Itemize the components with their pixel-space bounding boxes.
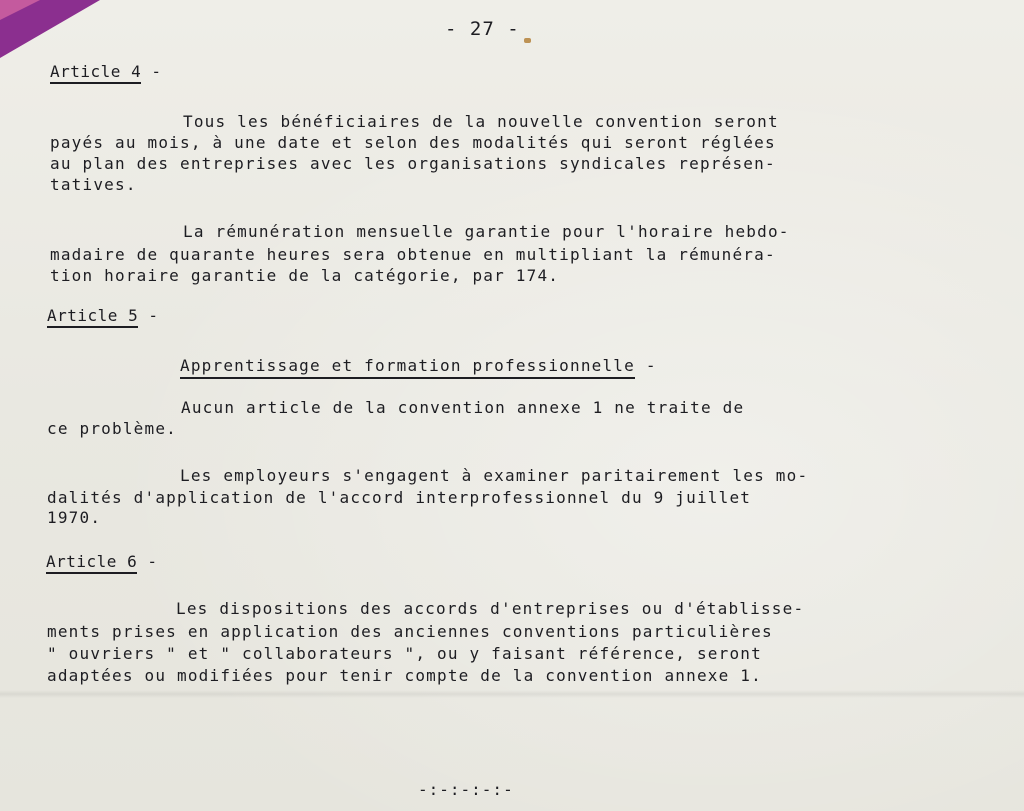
- article-6-p1-line4: adaptées ou modifiées pour tenir compte de la convention annexe 1.: [47, 666, 762, 685]
- folded-corner: [0, 0, 100, 58]
- article-5-subheading-title: Apprentissage et formation professionnelle: [180, 356, 635, 379]
- article-5-suffix: -: [138, 306, 159, 325]
- paper-crease: [0, 690, 1024, 698]
- ink-mark: [524, 38, 531, 43]
- page-number: - 27 -: [445, 18, 520, 40]
- article-6-p1-line1: Les dispositions des accords d'entreprises ou d'établisse-: [176, 599, 805, 618]
- article-6-heading: [46, 552, 157, 571]
- article-4-p1-line4: tatives.: [50, 175, 137, 194]
- article-6-title: Article 6: [46, 552, 137, 574]
- article-4-p2-line2: madaire de quarante heures sera obtenue en multipliant la rémunéra-: [50, 245, 776, 264]
- article-4-p1-line1: Tous les bénéficiaires de la nouvelle convention seront: [183, 112, 779, 131]
- article-6-p1-line3: " ouvriers " et " collaborateurs ", ou y faisant référence, seront: [47, 644, 762, 663]
- article-5-p2-line3: 1970.: [47, 508, 102, 527]
- article-5-heading: [47, 306, 158, 325]
- article-4-p1-line3: au plan des entreprises avec les organisations syndicales représen-: [50, 154, 776, 173]
- article-5-subheading: [180, 356, 657, 375]
- article-5-p2-line1: Les employeurs s'engagent à examiner paritairement les mo-: [180, 466, 809, 485]
- article-4-p2-line3: tion horaire garantie de la catégorie, par 174.: [50, 266, 560, 285]
- article-6-suffix: -: [137, 552, 158, 571]
- article-4-heading: [50, 62, 161, 81]
- article-5-title: Article 5: [47, 306, 138, 328]
- end-separator: -:-:-:-:-: [418, 780, 514, 799]
- article-5-subheading-suffix: -: [634, 356, 657, 375]
- article-4-suffix: -: [141, 62, 162, 81]
- article-5-p1-line2: ce problème.: [47, 419, 177, 438]
- article-4-p1-line2: payés au mois, à une date et selon des modalités qui seront réglées: [50, 133, 776, 152]
- article-4-title: Article 4: [50, 62, 141, 84]
- article-4-p2-line1: La rémunération mensuelle garantie pour l'horaire hebdo-: [183, 222, 790, 241]
- article-5-p2-line2: dalités d'application de l'accord interprofessionnel du 9 juillet: [47, 488, 752, 507]
- article-6-p1-line2: ments prises en application des anciennes conventions particulières: [47, 622, 773, 641]
- article-5-p1-line1: Aucun article de la convention annexe 1 ne traite de: [181, 398, 745, 417]
